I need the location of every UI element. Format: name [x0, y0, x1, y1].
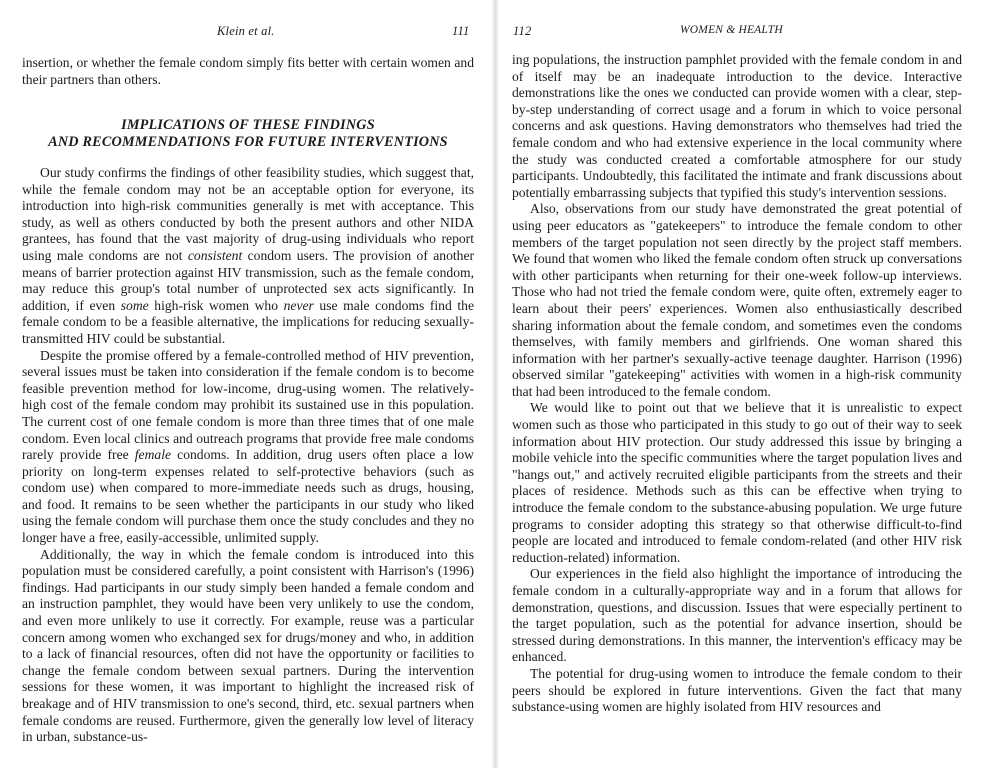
- paragraph-1-part-c: high-risk women who: [148, 297, 284, 313]
- paragraph-1-part-b: condom users. The provision of another means of barrier protection against HIV transmission, such as the female condom, may reduce this group's total number of unprotected sex acts significantly. In addition, if even: [22, 247, 474, 313]
- right-paragraph-1: Also, observations from our study have demonstrated the great potential of using peer educators as "gatekeepers" to introduce the female condom to other members of the target population not seen directly by the project staff members. We found that women who liked the female condom often struck up conversations with other participants when returning for their one-week follow-up interviews. Those who had not tried the female condom were, quite often, extremely eager to learn about their peers' experiences. Women also enthusiastically described sharing information about the female condom, and sometimes even the condoms themselves, with family members and girlfriends. One woman shared this information with her partner's sexually-active teenage daughter. Harrison (1996) observed similar "gatekeeping" activities with women in a high-risk community that had been introduced to the female condom.: [512, 201, 962, 399]
- emphasis-some: some: [120, 297, 149, 313]
- right-paragraph-2: We would like to point out that we believe that it is unrealistic to expect women such as those who participated in this study to go out of their way to seek information about HIV protection. Our study addressed this issue by bringing a mobile vehicle into the specific communities where the target population lives and "hangs out," and actively recruited eligible participants from the streets and their places of residence. Methods such as this can be effective when trying to introduce the female condom to the substance-abusing population. We urge future programs to consider adopting this strategy so that otherwise difficult-to-find people are located and introduced to female condom-related (and other HIV risk reduction-related) information.: [512, 400, 962, 565]
- right-paragraph-4: The potential for drug-using women to introduce the female condom to their peers should be explored in future interventions. Given the fact that many substance-using women are highly isolated from HIV resources and: [512, 665, 962, 715]
- emphasis-female: female: [134, 447, 172, 463]
- section-heading-line1: IMPLICATIONS OF THESE FINDINGS: [121, 117, 375, 133]
- paragraph-2-part-a: Despite the promise offered by a female-controlled method of HIV prevention, several issues must be taken into consideration if the female condom is to become feasible prevention method for low-income, drug-using women. The relatively-high cost of the female condom may prohibit its sustained use in this population. The current cost of one female condom is more than three times that of one male condom. Even local clinics and outreach programs that provide free male condoms rarely provide free: [22, 347, 474, 463]
- paragraph-1-part-d: use male condoms find the female condom to be a feasible alternative, the implications for reducing sexually-transmitted HIV could be substantial.: [22, 297, 474, 346]
- paragraph-1-part-a: Our study confirms the findings of other feasibility studies, which suggest that, while the female condom may not be an acceptable option for everyone, its introduction into high-risk communities generally is met with acceptance. This study, as well as others conducted by both the present authors and other NIDA grantees, has found that the vast majority of drug-using individuals who report using male condoms are not: [22, 165, 474, 263]
- section-heading: [22, 117, 474, 151]
- paragraph-3: Additionally, the way in which the female condom is introduced into this population must be considered carefully, a point consistent with Harrison's (1996) findings. Had participants in our study simply been handed a female condom and an instruction pamphlet, they would have been very unlikely to use the condom, and even more unlikely to use it correctly. For example, reuse was a particular concern among women who exchanged sex for drugs/money and who, in addition to a lack of financial resources, often did not have the opportunity or facilities to change the female condom between sexual partners. During the intervention sessions for these women, it was important to highlight the increased risk of breakage and of HIV transmission to one's second, third, etc. sexual partners when female condoms are reused. Furthermore, given the generally low level of literacy in urban, substance-us-: [22, 546, 474, 745]
- left-body-text: [22, 165, 474, 746]
- right-body-text: [512, 52, 962, 716]
- right-page: [495, 0, 990, 768]
- left-page-number: 111: [452, 24, 470, 38]
- carryover-text: insertion, or whether the female condom simply fits better with certain women and their partners than others.: [22, 55, 474, 87]
- paragraph-2-part-b: condoms. In addition, drug users often place a low priority on long-term expenses related to self-protective behaviors (such as condom use) when compared to more-immediate needs such as drugs, housing, and food. It remains to be seen whether the participants in our study who liked using the female condom will purchase them once the study concludes and they no longer have a free, easily-accessible, unlimited supply.: [22, 447, 474, 546]
- paragraph-2: [22, 348, 474, 547]
- emphasis-consistent: consistent: [187, 247, 243, 263]
- right-paragraph-0: ing populations, the instruction pamphlet provided with the female condom in and of itself may be an inadequate introduction to the device. Interactive demonstrations like the ones we conducted can provide women with a clear, step-by-step understanding of correct usage and a forum in which to voice personal concerns and ask questions. Having demonstrators who themselves had tried the female condom and who had extensive experience in the local community where the study was conducted created a comfortable atmosphere for our study participants. Undoubtedly, this facilitated the intimate and frank discussions about potentially embarrassing subjects that typified this study's intervention sessions.: [512, 52, 962, 200]
- paragraph-1: [22, 165, 474, 348]
- emphasis-never: never: [283, 297, 314, 313]
- left-running-head: Klein et al.: [217, 24, 275, 38]
- carryover-paragraph: [22, 55, 474, 88]
- section-heading-line2: AND RECOMMENDATIONS FOR FUTURE INTERVENTIONS: [48, 134, 448, 150]
- right-running-head: WOMEN & HEALTH: [680, 24, 783, 36]
- right-paragraph-3: Our experiences in the field also highlight the importance of introducing the female condom in a culturally-appropriate way and in a forum that allows for demonstration, questions, and discussion. Issues that were especially pertinent to the target population, such as the potential for advance insertion, should be stressed during demonstrations. In this manner, the intervention's efficacy may be enhanced.: [512, 566, 962, 665]
- right-page-number: 112: [513, 24, 532, 38]
